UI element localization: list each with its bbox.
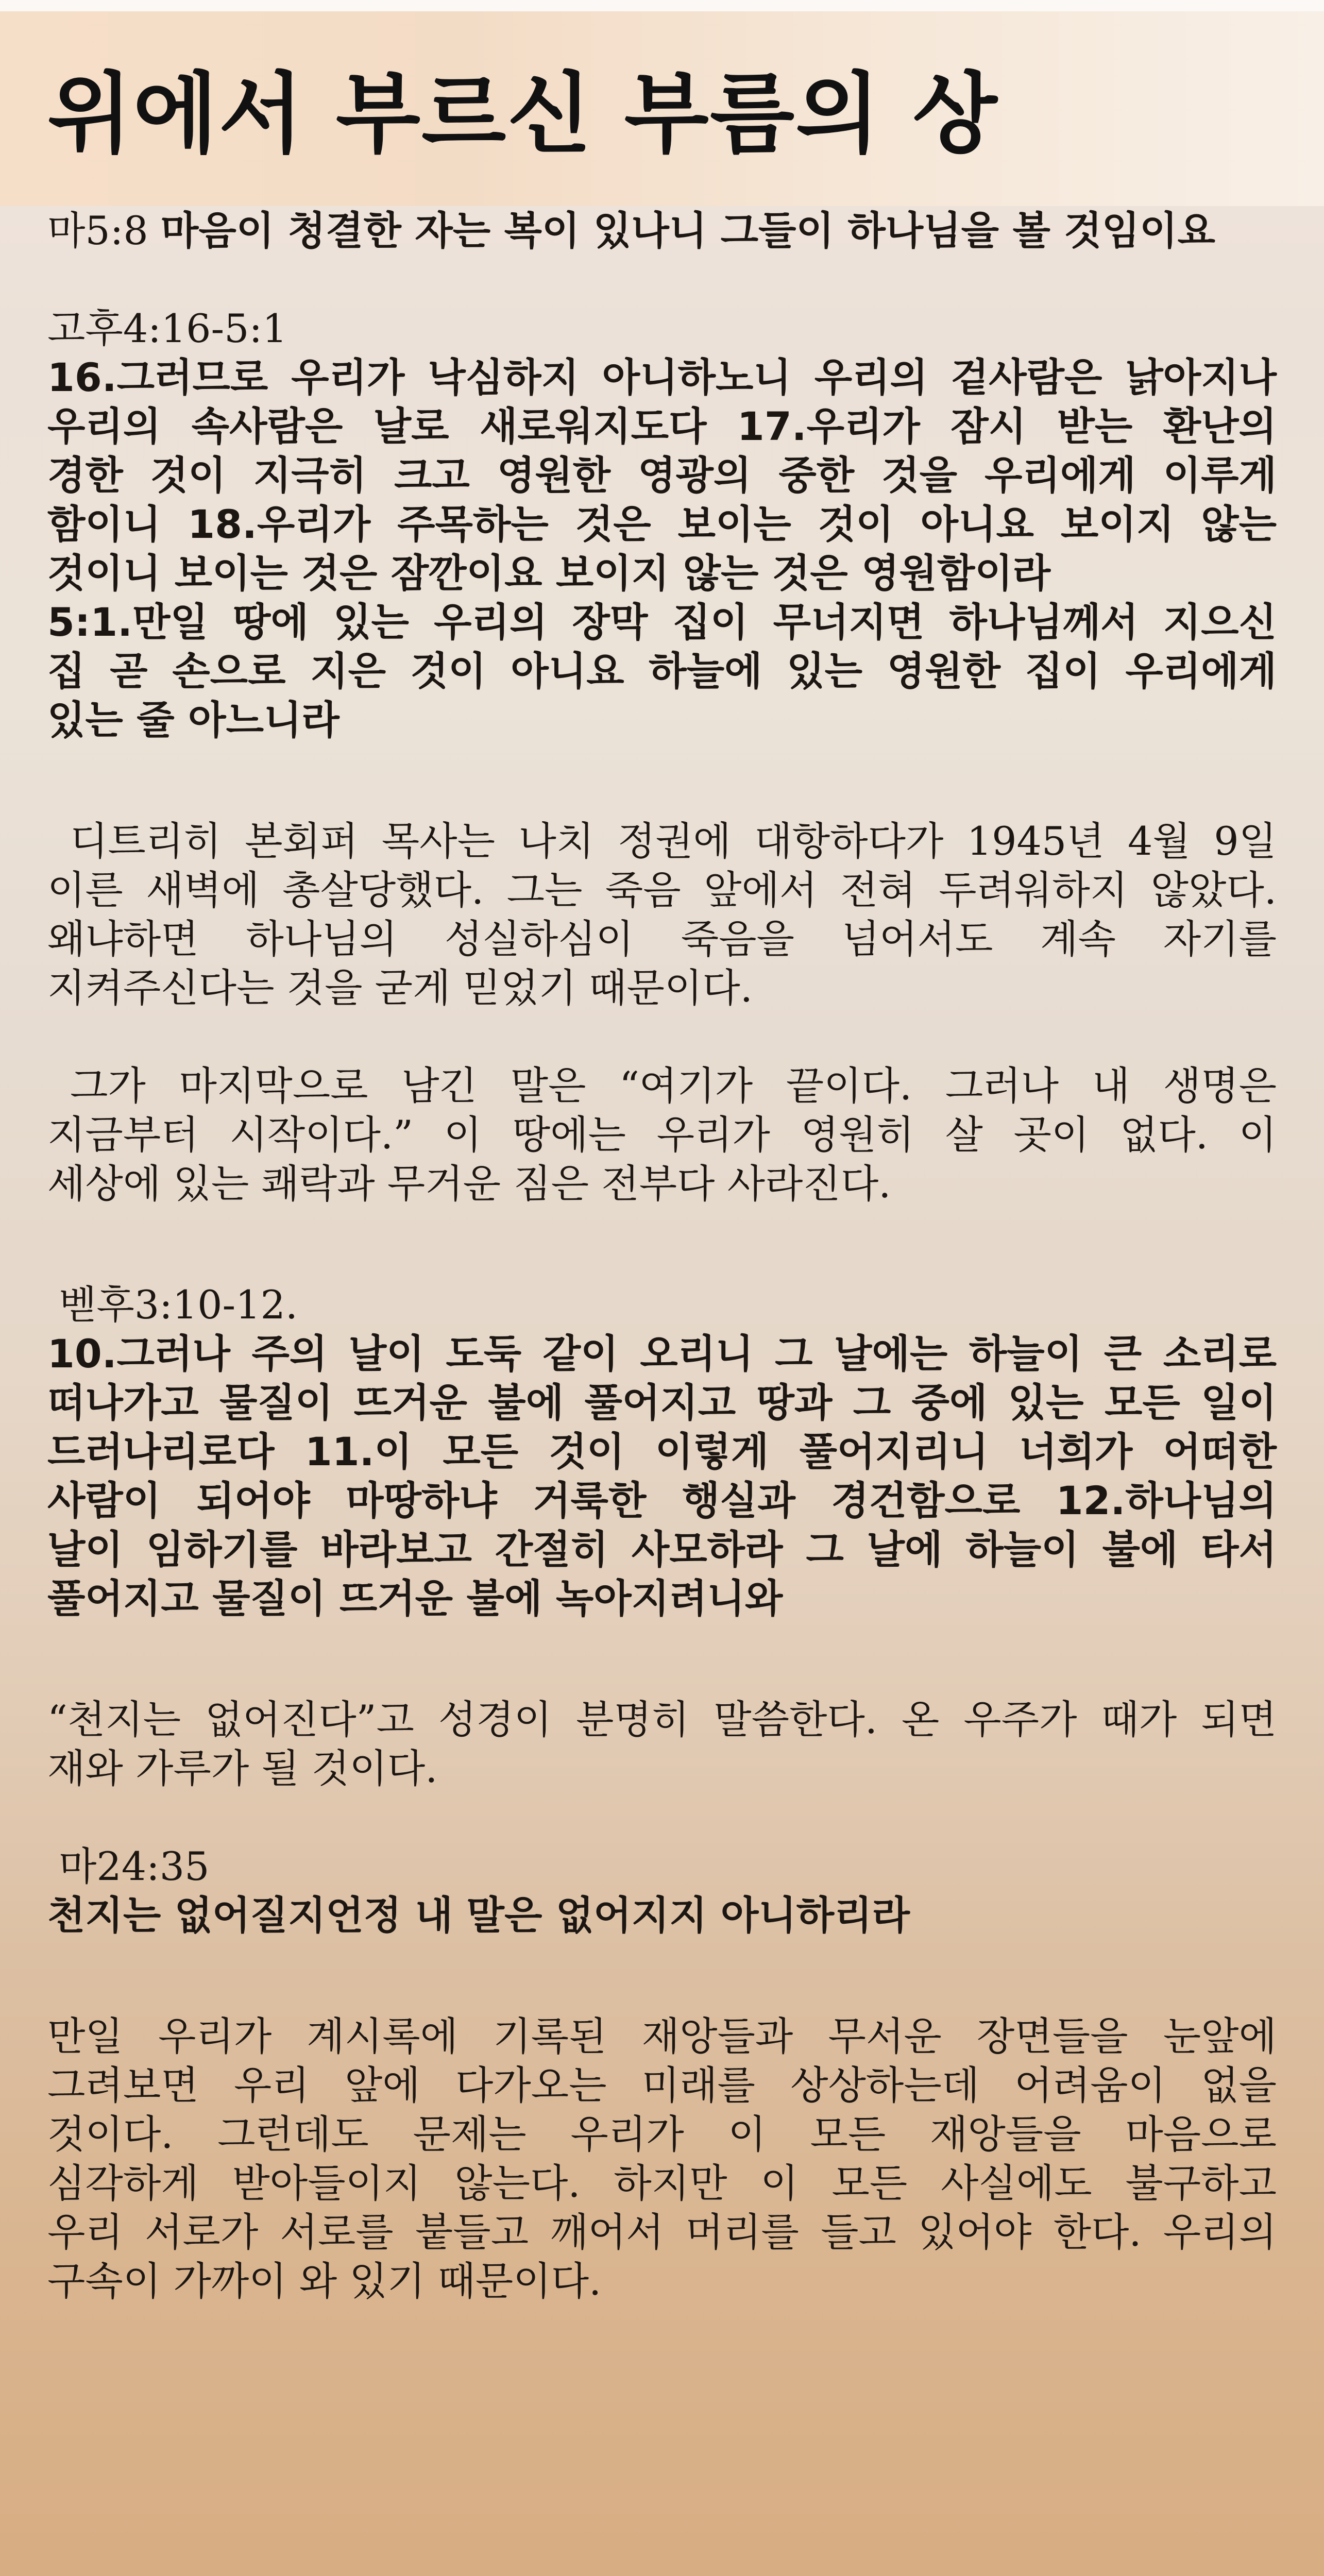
paragraph-line: 지금부터 시작이다.” 이 땅에는 우리가 영원히 살 곳이 없다. 이 — [47, 1112, 1277, 1158]
paragraph-line: 그려보면 우리 앞에 다가오는 미래를 상상하는데 어려움이 없을 — [47, 2062, 1277, 2108]
verse-line: 날이 임하기를 바라보고 간절히 사모하라 그 날에 하늘이 불에 타서 — [47, 1527, 1277, 1572]
verse-line: 16.그러므로 우리가 낙심하지 아니하노니 우리의 겉사람은 낡아지나 — [47, 354, 1277, 400]
paragraph-line: 심각하게 받아들이지 않는다. 하지만 이 모든 사실에도 불구하고 — [47, 2160, 1277, 2206]
verse-text: 마음이 청결한 자는 복이 있나니 그들이 하나님을 볼 것임이요 — [160, 208, 1215, 253]
paragraph-line: 구속이 가까이 와 있기 때문이다. — [47, 2258, 602, 2304]
verse-line: 경한 것이 지극히 크고 영원한 영광의 중한 것을 우리에게 이루게 — [47, 452, 1277, 498]
verse-line: 것이니 보이는 것은 잠깐이요 보이지 않는 것은 영원함이라 — [47, 550, 1051, 596]
verse-line: 드러나리로다 11.이 모든 것이 이렇게 풀어지리니 너희가 어떠한 — [47, 1429, 1277, 1475]
paragraph-line: 이른 새벽에 총살당했다. 그는 죽음 앞에서 전혀 두려워하지 않았다. — [47, 867, 1277, 913]
verse-line: 사람이 되어야 마땅하냐 거룩한 행실과 경건함으로 12.하나님의 — [47, 1478, 1277, 1523]
paragraph-line: 디트리히 본회퍼 목사는 나치 정권에 대항하다가 1945년 4월 9일 — [70, 818, 1277, 864]
verse-reference: 벧후3:10-12. — [59, 1282, 298, 1328]
verse-line: 떠나가고 물질이 뜨거운 불에 풀어지고 땅과 그 중에 있는 모든 일이 — [47, 1380, 1277, 1426]
paragraph-line: 만일 우리가 계시록에 기록된 재앙들과 무서운 장면들을 눈앞에 — [47, 2013, 1277, 2059]
verse-line: 있는 줄 아느니라 — [47, 697, 340, 743]
paragraph-revelation — [47, 2012, 1277, 2306]
paragraph-line: 그가 마지막으로 남긴 말은 “여기가 끝이다. 그러나 내 생명은 — [70, 1063, 1277, 1109]
verse-matthew-24-35: 천지는 없어질지언정 내 말은 없어지지 아니하리라 — [47, 1892, 910, 1938]
verse-line: 10.그러나 주의 날이 도둑 같이 오리니 그 날에는 하늘이 큰 소리로 — [47, 1331, 1277, 1377]
verse-reference: 마5:8 — [47, 208, 148, 253]
verse-line: 집 곧 손으로 지은 것이 아니요 하늘에 있는 영원한 집이 우리에게 — [47, 648, 1277, 694]
paragraph-line: 왜냐하면 하나님의 성실하심이 죽음을 넘어서도 계속 자기를 — [47, 916, 1277, 962]
verse-reference: 고후4:16-5:1 — [47, 306, 287, 351]
top-border — [0, 0, 1324, 11]
page-title: 위에서 부르신 부름의 상 — [47, 63, 998, 165]
paragraph-line: 지켜주신다는 것을 굳게 믿었기 때문이다. — [47, 965, 753, 1011]
paragraph-heaven-earth — [47, 1695, 1277, 1793]
verse-line: 함이니 18.우리가 주목하는 것은 보이는 것이 아니요 보이지 않는 — [47, 501, 1277, 547]
paragraph-bonhoeffer — [47, 817, 1277, 1012]
verse-matthew-5-8 — [47, 206, 1277, 255]
paragraph-line: 것이다. 그런데도 문제는 우리가 이 모든 재앙들을 마음으로 — [47, 2111, 1277, 2157]
verse-2peter-3-10 — [47, 1329, 1277, 1623]
article-body — [47, 206, 1277, 2306]
paragraph-line: 세상에 있는 쾌락과 무거운 짐은 전부다 사라진다. — [47, 1161, 891, 1207]
verse-reference: 마24:35 — [59, 1843, 210, 1889]
paragraph-last-words — [47, 1061, 1277, 1208]
title-banner — [0, 11, 1324, 206]
verse-line: 5:1.만일 땅에 있는 우리의 장막 집이 무너지면 하나님께서 지으신 — [47, 599, 1277, 645]
paragraph-line: “천지는 없어진다”고 성경이 분명히 말씀한다. 온 우주가 때가 되면 — [47, 1697, 1277, 1742]
verse-2cor-4-16 — [47, 353, 1277, 744]
verse-line: 풀어지고 물질이 뜨거운 불에 녹아지려니와 — [47, 1575, 783, 1621]
verse-line: 우리의 속사람은 날로 새로워지도다 17.우리가 잠시 받는 환난의 — [47, 403, 1277, 449]
paragraph-line: 재와 가루가 될 것이다. — [47, 1745, 438, 1791]
paragraph-line: 우리 서로가 서로를 붙들고 깨어서 머리를 들고 있어야 한다. 우리의 — [47, 2209, 1277, 2255]
